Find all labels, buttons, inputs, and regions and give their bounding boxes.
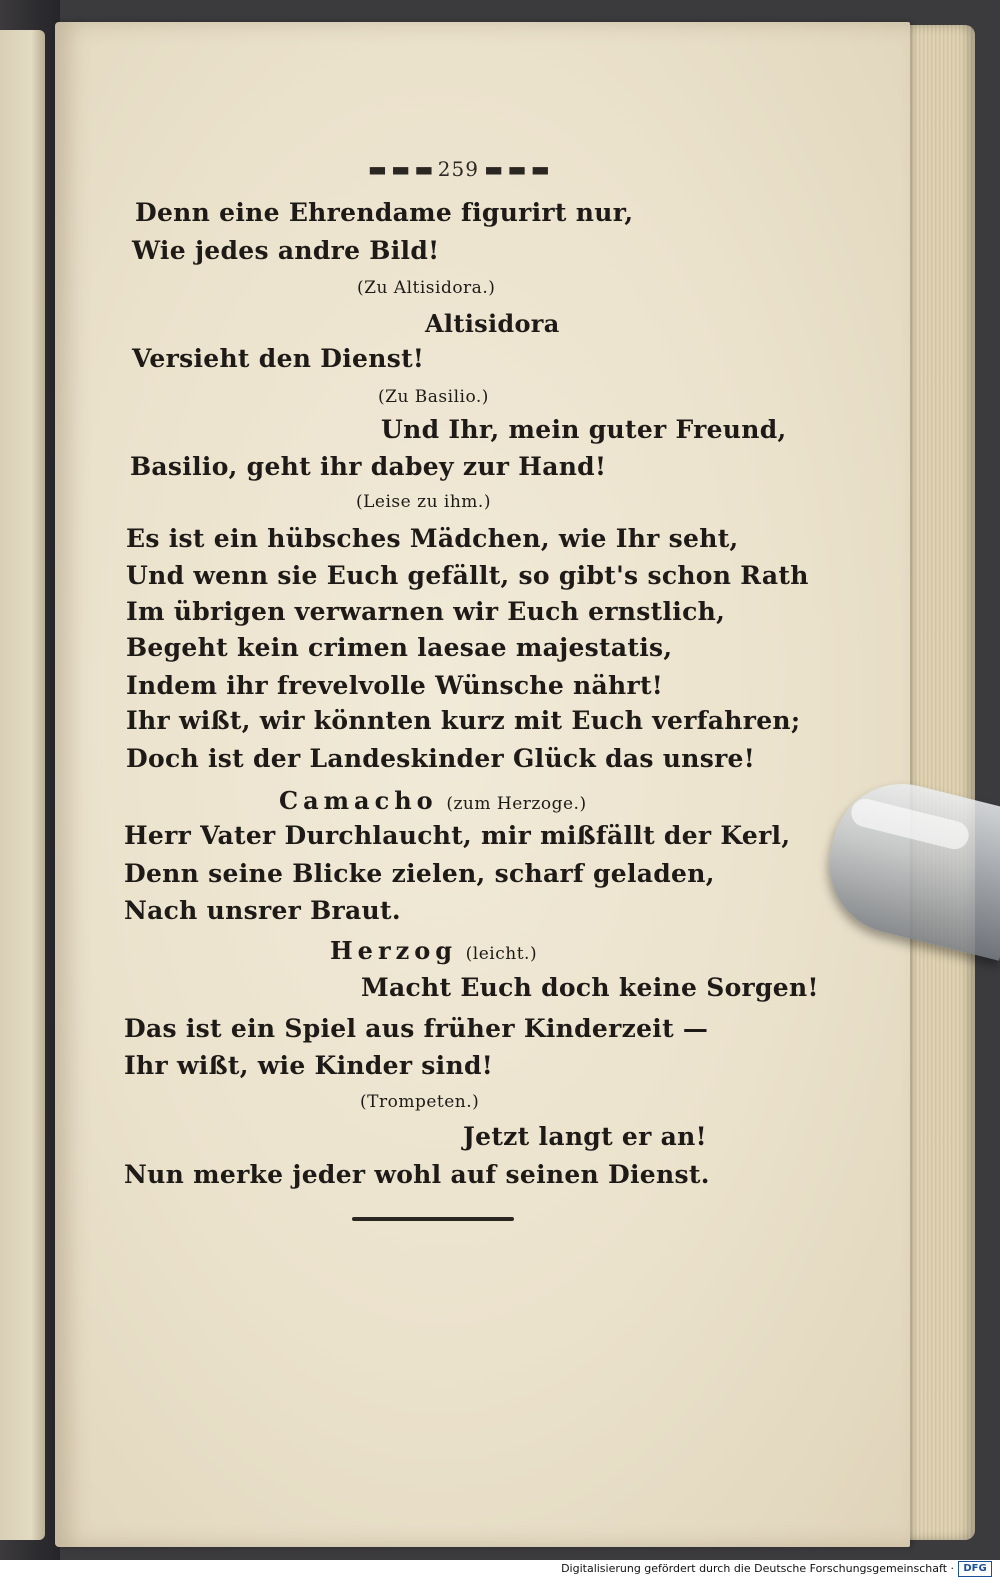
funding-credit: Digitalisierung gefördert durch die Deutsche Forschungsgemeinschaft · <box>561 1562 954 1575</box>
stage-direction: (Trompeten.) <box>360 1092 480 1112</box>
text-line: Es ist ein hübsches Mädchen, wie Ihr seht, <box>126 524 739 553</box>
stage-direction: (Leise zu ihm.) <box>356 492 491 512</box>
header-ornament-left: ▬ ▬ ▬ <box>368 157 438 181</box>
text-line: Im übrigen verwarnen wir Euch ernstlich, <box>126 597 726 626</box>
text-line: Ihr wißt, wir könnten kurz mit Euch verfahren; <box>126 706 801 735</box>
text-line: Begeht kein crimen laesae majestatis, <box>126 633 673 662</box>
end-rule <box>352 1217 514 1221</box>
speaker-name: Herzog <box>330 936 458 965</box>
text-line: Jetzt langt er an! <box>463 1122 707 1151</box>
stage-direction: (zum Herzoge.) <box>446 794 587 814</box>
stage-direction: (Zu Altisidora.) <box>357 278 496 298</box>
stage-direction: (leicht.) <box>465 944 538 964</box>
page-number: 259 <box>437 157 479 181</box>
stage-direction: (Zu Basilio.) <box>378 387 489 407</box>
dfg-logo: DFG <box>958 1561 992 1577</box>
left-page-edge <box>0 30 45 1540</box>
text-line: Ihr wißt, wie Kinder sind! <box>124 1051 494 1080</box>
header-ornament-right: ▬ ▬ ▬ <box>478 157 549 181</box>
text-line: Das ist ein Spiel aus früher Kinderzeit — <box>124 1014 709 1043</box>
text-line: Und wenn sie Euch gefällt, so gibt's schon Rath <box>126 561 809 590</box>
speaker-name: Camacho <box>279 786 438 815</box>
text-line: Nach unsrer Braut. <box>124 896 401 925</box>
text-line: Macht Euch doch keine Sorgen! <box>361 973 819 1002</box>
speaker-name: Altisidora <box>425 309 560 338</box>
text-line: Versieht den Dienst! <box>132 344 425 373</box>
text-line: Herr Vater Durchlaucht, mir mißfällt der Kerl, <box>124 821 791 850</box>
text-line: Indem ihr frevelvolle Wünsche nährt! <box>126 671 664 700</box>
speaker-line <box>279 786 587 815</box>
text-line: Doch ist der Landeskinder Glück das unsre! <box>126 744 756 773</box>
text-line: Denn seine Blicke zielen, scharf geladen, <box>124 859 715 888</box>
text-line: Basilio, geht ihr dabey zur Hand! <box>130 452 607 481</box>
text-line: Nun merke jeder wohl auf seinen Dienst. <box>124 1160 710 1189</box>
text-line: Wie jedes andre Bild! <box>132 236 440 265</box>
speaker-line <box>330 936 537 965</box>
page-header <box>368 157 549 181</box>
text-line: Und Ihr, mein guter Freund, <box>381 415 787 444</box>
text-line: Denn eine Ehrendame figurirt nur, <box>135 198 634 227</box>
